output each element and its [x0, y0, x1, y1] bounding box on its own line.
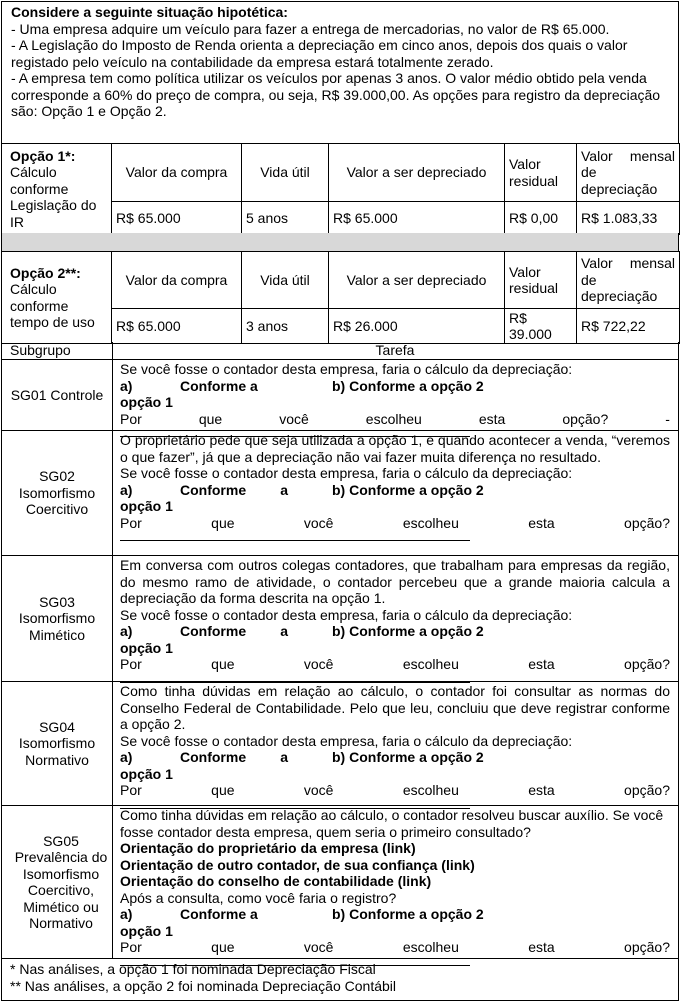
option-2-valor-depreciado: R$ 26.000: [329, 309, 505, 344]
option-1-valor-depreciado: R$ 65.000: [329, 202, 505, 235]
sg05-link-council[interactable]: Orientação do conselho de contabilidade (link): [120, 873, 432, 889]
sg05-why: Por que você escolheu esta opção?: [120, 939, 670, 955]
sg01-task: [120, 361, 670, 437]
sg01-question: Se você fosse o contador desta empresa, faria o cálculo da depreciação:: [120, 361, 573, 377]
sg04-context: Como tinha dúvidas em relação ao cálculo, o contador foi consultar as normas do Conselho Federal de Contabilidade. Pelo que leu, concluiu que deve registrar conforme a opção 2.: [120, 683, 670, 732]
option-1-vida-util: 5 anos: [242, 202, 329, 235]
sg01-why: Por que você escolheu esta opção? -: [120, 410, 670, 427]
scenario-box: [1, 1, 679, 144]
sg03-answer-line[interactable]: [120, 673, 470, 683]
sg04-option-b[interactable]: b) Conforme a opção 2: [332, 749, 484, 765]
sg02-task: [120, 432, 670, 541]
document-page: [1, 1, 679, 1001]
sg04-label: SG04 Isomorfismo Normativo: [18, 718, 96, 768]
sg02-why: Por que você escolheu esta opção?: [120, 514, 670, 531]
sg04-task: [120, 683, 670, 809]
sg02-option-a[interactable]: a) Conforme a opção 1: [120, 481, 288, 514]
sg05-after: Após a consulta, como você faria o registro?: [120, 889, 397, 906]
sg05-link-owner[interactable]: Orientação do proprietário da empresa (link): [120, 840, 416, 856]
sg03-task: [120, 557, 670, 683]
sg03-why: Por que você escolheu esta opção?: [120, 656, 670, 672]
sg03-option-a[interactable]: a) Conforme a opção 1: [120, 623, 288, 656]
sg02-label: SG02 Isomorfismo Coercitivo: [18, 468, 96, 518]
header-valor-depreciado-2: Valor a ser depreciado: [329, 252, 505, 309]
sg05-task: [120, 807, 670, 966]
option-1-table: [1, 143, 680, 235]
sg02-context: O proprietário pede que seja utilizada a opção 1, e quando acontecer a venda, “veremos o que fazer”, já que a depreciação não vai fazer muita diferença no resultado.: [120, 432, 670, 465]
header-valor-depreciado: Valor a ser depreciado: [329, 144, 505, 202]
sg05-option-a[interactable]: a) Conforme a opção 1: [120, 906, 258, 939]
scenario-line-3: - A empresa tem como política utilizar os veículos por apenas 3 anos. O valor médio obtido pela venda corresponde a 60% do preço de compra, ou seja, R$ 39.000,00. As opções para registro da depreciação são: Opção 1 e Opção 2.: [11, 70, 661, 119]
option-2-table: [1, 251, 680, 344]
sg04-why: Por que você escolheu esta opção?: [120, 782, 670, 798]
header-valor-compra: Valor da compra: [112, 144, 242, 202]
sg05-row: [1, 806, 679, 959]
option-1-desc: Cálculo conforme Legislação do IR: [10, 164, 97, 230]
footnotes: [1, 959, 679, 1001]
header-valor-residual: Valor residual: [505, 144, 577, 202]
sg01-label: SG01 Controle: [10, 386, 104, 403]
sg03-question: Se você fosse o contador desta empresa, faria o cálculo da depreciação:: [120, 606, 573, 623]
footnote-2: ** Nas análises, a opção 2 foi nominada Depreciação Contábil: [10, 977, 397, 994]
header-valor-mensal-2: Valor mensal de depreciação: [577, 252, 680, 309]
option-1-valor-residual: R$ 0,00: [505, 202, 577, 235]
sg04-row: [1, 682, 679, 806]
option-1-title: Opção 1*:: [10, 147, 76, 164]
option-2-valor-mensal: R$ 722,22: [577, 309, 680, 344]
scenario-line-1: - Uma empresa adquire um veículo para fazer a entrega de mercadorias, no valor de R$ 65.000.: [11, 20, 610, 37]
task-header: Tarefa: [375, 342, 415, 358]
sg05-link-other-accountant[interactable]: Orientação de outro contador, de sua confiança (link): [120, 856, 475, 873]
separator-band: [1, 233, 679, 251]
sg01-row: [1, 360, 679, 431]
header-vida-util: Vida útil: [242, 144, 329, 202]
header-valor-mensal: Valor mensal de depreciação: [577, 144, 680, 202]
option-2-title: Opção 2**:: [10, 264, 81, 281]
header-valor-residual-2: Valor residual: [505, 252, 577, 309]
sg04-question: Se você fosse o contador desta empresa, faria o cálculo da depreciação:: [120, 732, 573, 749]
sg03-row: [1, 556, 679, 682]
sg05-option-b[interactable]: b) Conforme a opção 2: [332, 906, 484, 922]
sg02-option-b[interactable]: b) Conforme a opção 2: [332, 481, 484, 498]
subgroup-header: Subgrupo: [10, 342, 71, 358]
sg02-question: Se você fosse o contador desta empresa, faria o cálculo da depreciação:: [120, 465, 573, 481]
sg02-answer-line[interactable]: [120, 531, 470, 541]
sg01-option-b[interactable]: b) Conforme a opção 2: [332, 377, 484, 394]
header-valor-compra-2: Valor da compra: [112, 252, 242, 309]
option-2-valor-compra: R$ 65.000: [112, 309, 242, 344]
sg03-context: Em conversa com outros colegas contadores, que trabalham para empresas da região, do mesmo ramo de atividade, o contador percebeu que a grande maioria calcula a depreciação da forma descrita na opção 1.: [120, 557, 670, 606]
scenario-line-2: - A Legislação do Imposto de Renda orienta a depreciação em cinco anos, depois dos quais o valor registado pelo veículo na contabilidade da empresa estará totalmente zerado.: [11, 37, 628, 70]
sg05-label: SG05 Prevalência do Isomorfismo Coercitivo, Mimético ou Normativo: [14, 832, 108, 931]
option-2-valor-residual: R$ 39.000: [505, 309, 577, 344]
footnote-1: * Nas análises, a opção 1 foi nominada Depreciação Fiscal: [10, 961, 376, 977]
option-2-desc: Cálculo conforme tempo de uso: [10, 281, 95, 330]
sg05-context: Como tinha dúvidas em relação ao cálculo, o contador resolveu buscar auxílio. Se você fosse contador desta empresa, quem seria o primeiro consultado?: [120, 807, 664, 840]
sg02-row: [1, 431, 679, 556]
header-vida-util-2: Vida útil: [242, 252, 329, 309]
option-2-vida-util: 3 anos: [242, 309, 329, 344]
option-1-valor-compra: R$ 65.000: [112, 202, 242, 235]
sg03-option-b[interactable]: b) Conforme a opção 2: [332, 623, 484, 639]
scenario-title: Considere a seguinte situação hipotética:: [11, 4, 288, 20]
option-1-valor-mensal: R$ 1.083,33: [577, 202, 680, 235]
subgroup-header-row: [1, 342, 679, 360]
sg01-option-a[interactable]: a) Conforme a opção 1: [120, 377, 258, 410]
sg03-label: SG03 Isomorfismo Mimético: [18, 593, 96, 643]
sg04-option-a[interactable]: a) Conforme a opção 1: [120, 749, 288, 782]
